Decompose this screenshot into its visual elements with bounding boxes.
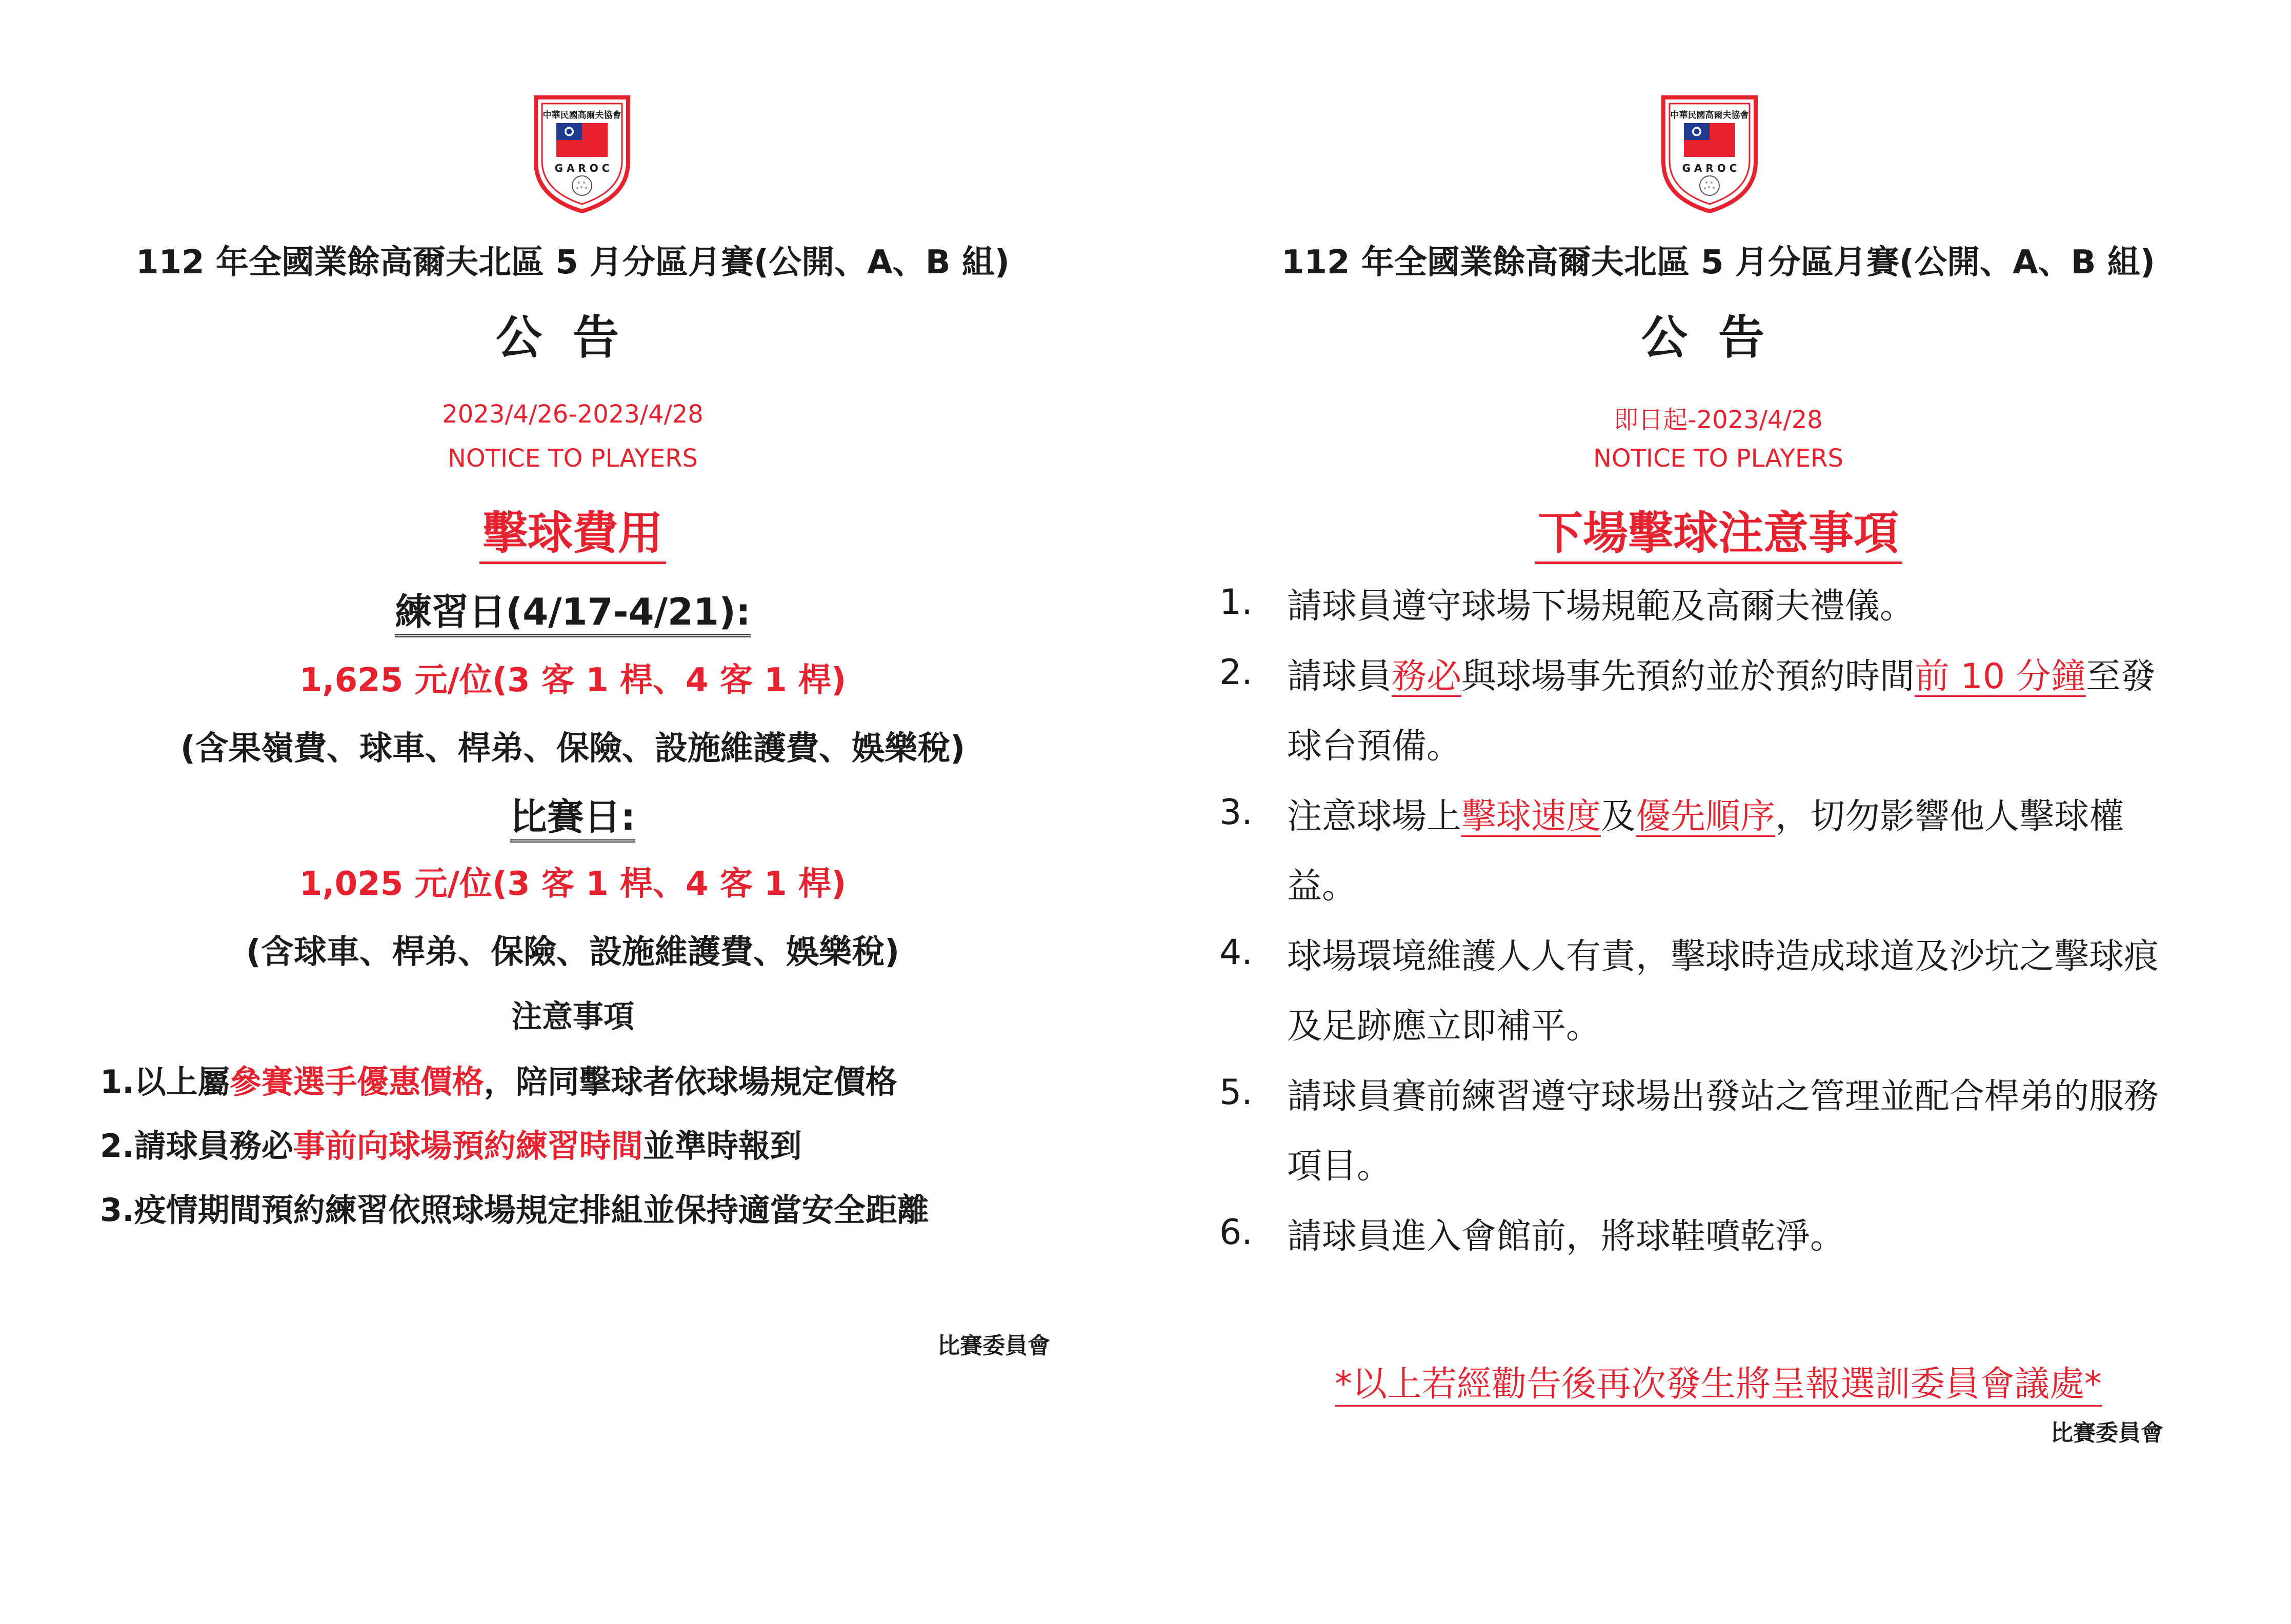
right-notice-label: 公告 [1641,311,1795,365]
note-item: 2.請球員務必事前向球場預約練習時間並準時報到 [100,1127,802,1165]
logo-arc-text: 中華民國高爾夫協會 [1670,110,1749,121]
left-event-title: 112 年全國業餘高爾夫北區 5 月分區月賽(公開、A、B 組) [135,244,1010,282]
match-includes: (含球車、桿弟、保險、設施維護費、娛樂稅) [246,933,900,971]
rule-item: 請球員賽前練習遵守球場出發站之管理並配合桿弟的服務項目。 [1287,1076,2159,1187]
note-item: 1.以上屬參賽選手優惠價格，陪同擊球者依球場規定價格 [100,1063,897,1100]
left-notice-label: 公告 [496,311,650,365]
garoc-crest-logo [1658,92,1761,215]
logo-letters: G A R O C [554,162,610,174]
note-item: 3.疫情期間預約練習依照球場規定排組並保持適當安全距離 [100,1191,929,1229]
notes-heading: 注意事項 [511,999,634,1035]
left-practice-day [0,582,1146,635]
right-notice-panel [1146,0,2291,1624]
left-match-day [0,787,1146,840]
fee-heading: 擊球費用 [479,507,666,564]
practice-price: 1,625 元/位(3 客 1 桿、4 客 1 桿) [299,661,847,699]
rule-item: 請球員遵守球場下場規範及高爾夫禮儀。 [1287,586,1915,627]
left-notice-en: NOTICE TO PLAYERS [448,444,698,473]
rule-number: 4. [1219,932,1253,973]
left-date-range: 2023/4/26-2023/4/28 [442,400,704,429]
practice-includes: (含果嶺費、球車、桿弟、保險、設施維護費、娛樂稅) [180,730,966,768]
right-heading [1146,497,2291,562]
rules-heading: 下場擊球注意事項 [1535,507,1902,564]
rule-number: 5. [1219,1072,1253,1113]
rule-item: 球場環境維護人人有責，擊球時造成球道及沙坑之擊球痕及足跡應立即補平。 [1287,936,2159,1047]
rule-number: 2. [1219,652,1253,693]
rule-number: 1. [1219,582,1253,623]
match-price: 1,025 元/位(3 客 1 桿、4 客 1 桿) [299,865,847,903]
logo-letters: G A R O C [1682,162,1737,174]
right-event-title: 112 年全國業餘高爾夫北區 5 月分區月賽(公開、A、B 組) [1281,244,2156,282]
rule-item: 請球員進入會館前，將球鞋噴乾淨。 [1287,1216,1845,1257]
right-signature: 比賽委員會 [2051,1420,2163,1446]
rule-number: 3. [1219,792,1253,833]
practice-day-label: 練習日(4/17-4/21): [395,590,751,637]
warning-statement: *以上若經勸告後再次發生將呈報選訓委員會議處* [1334,1364,2102,1405]
logo-arc-text: 中華民國高爾夫協會 [542,110,621,121]
match-day-label: 比賽日: [510,795,636,843]
garoc-crest-logo [531,92,633,215]
rule-item: 注意球場上擊球速度及優先順序，切勿影響他人擊球權益。 [1287,796,2124,907]
rule-item: 請球員務必與球場事先預約並於預約時間前 10 分鐘至發球台預備。 [1287,656,2156,767]
left-signature: 比賽委員會 [937,1333,1050,1359]
left-heading [0,497,1146,562]
rule-number: 6. [1219,1212,1253,1253]
right-notice-en: NOTICE TO PLAYERS [1593,444,1843,473]
right-date-range: 即日起-2023/4/28 [1614,406,1823,434]
